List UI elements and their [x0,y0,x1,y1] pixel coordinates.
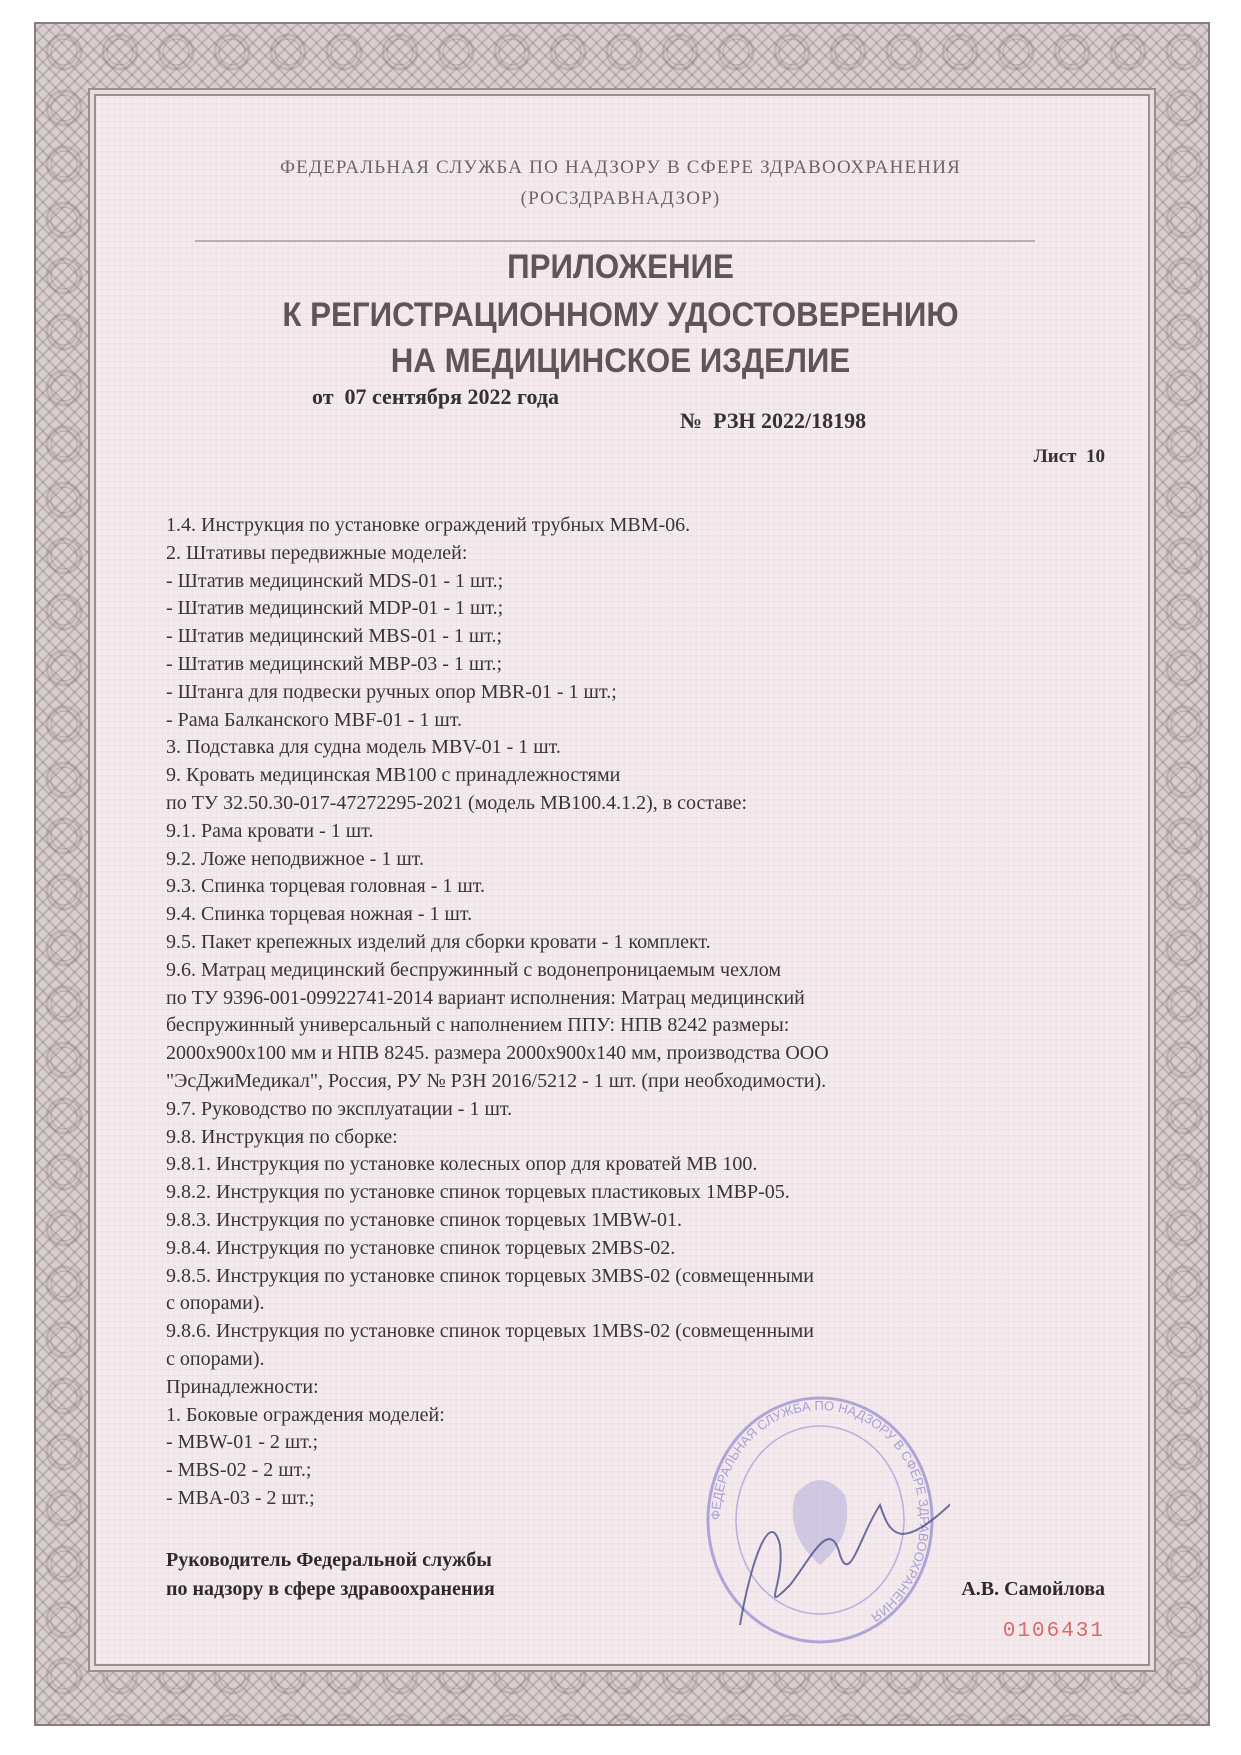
body-line: - Штатив медицинский MBP-03 - 1 шт.; [166,652,503,675]
body-line: 9.8.4. Инструкция по установке спинок торцевых 2MBS-02. [166,1236,676,1259]
body-line: с опорами). [166,1347,265,1370]
body-line: 9.8.3. Инструкция по установке спинок торцевых 1MBW-01. [166,1208,682,1231]
form-serial-number: 0106431 [1002,1620,1105,1643]
signatory-title-line-1: Руководитель Федеральной службы [166,1549,492,1571]
signatory-title [166,1546,495,1604]
official-seal-stamp [690,1385,950,1655]
body-line: 9.8.2. Инструкция по установке спинок торцевых пластиковых 1MBP-05. [166,1181,790,1204]
body-line: 9.4. Спинка торцевая ножная - 1 шт. [166,903,473,926]
agency-name: ФЕДЕРАЛЬНАЯ СЛУЖБА ПО НАДЗОРУ В СФЕРЕ ЗДРАВООХРАНЕНИЯ [279,157,962,178]
body-line: 1. Боковые ограждения моделей: [166,1403,445,1426]
document-subtitle-1: К РЕГИСТРАЦИОННОМУ УДОСТОВЕРЕНИЮ [282,296,959,334]
document-subtitle-2: НА МЕДИЦИНСКОЕ ИЗДЕЛИЕ [390,342,851,380]
agency-abbreviation: (РОСЗДРАВНАДЗОР) [520,188,721,209]
body-line: 2. Штативы передвижные моделей: [166,541,468,564]
body-line: - MBA-03 - 2 шт.; [166,1486,315,1509]
body-line: 9.5. Пакет крепежных изделий для сборки кровати - 1 комплект. [166,930,711,953]
body-line: 9. Кровать медицинская MB100 с принадлежностями [166,764,621,787]
document-title: ПРИЛОЖЕНИЕ [507,248,734,286]
body-line: - Штатив медицинский MBS-01 - 1 шт.; [166,625,503,648]
body-line: - Штатив медицинский MDP-01 - 1 шт.; [166,597,504,620]
body-line: 9.8. Инструкция по сборке: [166,1125,398,1148]
signatory-name: А.В. Самойлова [961,1578,1105,1600]
body-line: беспружинный универсальный с наполнением ППУ: НПВ 8242 размеры: [166,1014,790,1037]
body-line: "ЭсДжиМедикал", Россия, РУ № РЗН 2016/5212 - 1 шт. (при необходимости). [166,1069,827,1092]
body-line: по ТУ 9396-001-09922741-2014 вариант исполнения: Матрац медицинский [166,986,805,1009]
document-body [166,512,829,1513]
body-line: по ТУ 32.50.30-017-47272295-2021 (модель MB100.4.1.2), в составе: [166,791,748,814]
stamp-text: ФЕДЕРАЛЬНАЯ СЛУЖБА ПО НАДЗОРУ В СФЕРЕ ЗДРАВООХРАНЕНИЯ [707,1397,933,1626]
body-line: 3. Подставка для судна модель MBV-01 - 1 шт. [166,736,561,759]
signatory-title-line-2: по надзору в сфере здравоохранения [166,1578,495,1600]
body-line: - MBS-02 - 2 шт.; [166,1459,312,1482]
body-line: Принадлежности: [166,1375,319,1398]
body-line: 9.7. Руководство по эксплуатации - 1 шт. [166,1097,513,1120]
body-line: - Штанга для подвески ручных опор MBR-01 - 1 шт.; [166,680,617,703]
header-divider [195,240,1035,242]
issue-date: от 07 сентября 2022 года [312,384,559,409]
body-line: 2000х900х100 мм и НПВ 8245. размера 2000х900х140 мм, производства ООО [166,1042,829,1065]
body-line: 1.4. Инструкция по установке ограждений трубных MBM-06. [166,514,691,536]
body-line: 9.6. Матрац медицинский беспружинный с водонепроницаемым чехлом [166,958,781,981]
sheet-number: Лист 10 [1033,446,1105,467]
body-line: 9.8.5. Инструкция по установке спинок торцевых 3MBS-02 (совмещенными [166,1264,814,1287]
body-line: 9.2. Ложе неподвижное - 1 шт. [166,847,424,870]
body-line: с опорами). [166,1292,265,1315]
body-line: 9.3. Спинка торцевая головная - 1 шт. [166,875,485,898]
body-line: - Рама Балканского MBF-01 - 1 шт. [166,708,463,731]
body-line: 9.8.1. Инструкция по установке колесных опор для кроватей MB 100. [166,1153,758,1176]
body-line: 9.8.6. Инструкция по установке спинок торцевых 1MBS-02 (совмещенными [166,1320,814,1343]
body-line: - Штатив медицинский MDS-01 - 1 шт.; [166,569,504,592]
body-line: 9.1. Рама кровати - 1 шт. [166,819,374,842]
body-line: - MBW-01 - 2 шт.; [166,1431,319,1454]
registration-number: № РЗН 2022/18198 [680,408,867,433]
